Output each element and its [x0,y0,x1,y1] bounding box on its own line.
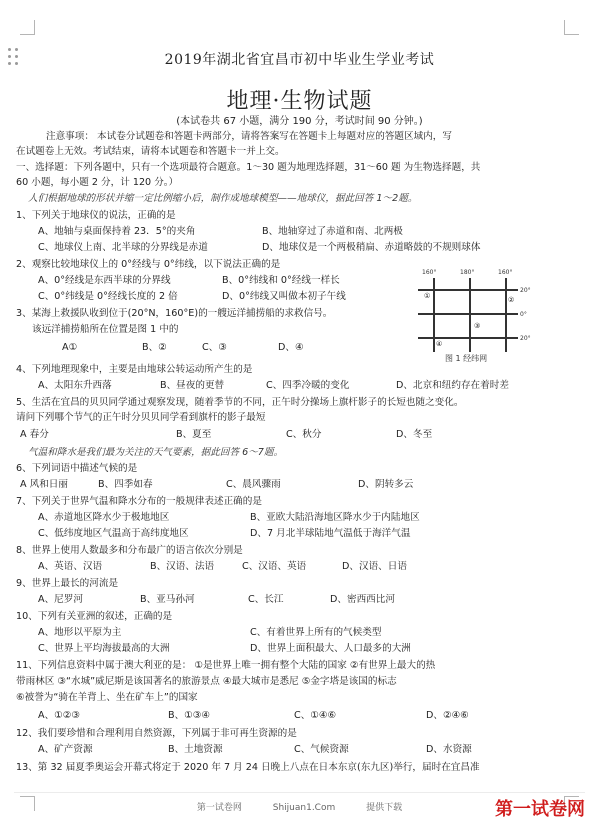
option[interactable]: D、④ [278,342,304,353]
option[interactable]: D、北京和纽约存在着时差 [396,380,509,391]
question-stem: 5、生活在宜昌的贝贝同学通过观察发现，随着季节的不同，正午时分操场上旗杆影子的长短也随之变化。 [16,397,464,408]
question-stem: ⑥被誉为“骑在羊背上、坐在矿车上”的国家 [16,692,198,703]
option[interactable]: C、地球仪上南、北半球的分界线是赤道 [38,242,208,253]
option[interactable]: D、7 月北半球陆地气温低于海洋气温 [250,528,411,539]
option[interactable]: C、0°纬线是 0°经线长度的 2 倍 [38,291,178,302]
question-stem: 7、下列关于世界气温和降水分布的一般规律表述正确的是 [16,496,262,507]
option[interactable]: A、太阳东升西落 [38,380,112,391]
option[interactable]: D、汉语、日语 [342,561,407,572]
option[interactable]: C、①④⑥ [294,710,337,721]
option[interactable]: D、冬至 [396,429,433,440]
footer-divider [14,792,585,793]
question-stem: 2、观察比较地球仪上的 0°经线与 0°纬线，以下说法正确的是 [16,259,281,270]
option[interactable]: A 春分 [20,429,49,440]
option[interactable]: C、四季冷暖的变化 [266,380,350,391]
option[interactable]: B、② [142,342,167,353]
option[interactable]: B、土地资源 [168,744,223,755]
option[interactable]: D、密西西比河 [330,594,395,605]
option[interactable]: C、低纬度地区气温高于高纬度地区 [38,528,189,539]
question-stem: 带雨林区 ③“水城”威尼斯是该国著名的旅游景点 ④最大城市是悉尼 ⑤金字塔是该国的标志 [16,676,397,687]
question-stem: 6、下列词语中描述气候的是 [16,463,138,474]
option[interactable]: D、0°纬线又叫做本初子午线 [222,291,346,302]
option[interactable]: A、地轴与桌面保持着 23．5°的夹角 [38,226,196,237]
point-marker: ④ [436,340,443,348]
lat-lon-grid-figure [412,266,532,366]
lon-label: 160° [422,269,437,276]
option[interactable]: C、气候资源 [294,744,349,755]
question-stem: 11、下列信息资料中属于澳大利亚的是： ①是世界上唯一拥有整个大陆的国家 ②有世界上最大的热 [16,660,436,671]
notice-line: 注意事项： 本试卷分试题卷和答题卡两部分，请将答案写在答题卡上每题对应的答题区域内，写 [46,131,452,142]
lon-label: 180° [460,269,475,276]
footer-text: 提供下载 [366,803,403,813]
watermark-logo: 第一试卷网 [495,799,585,820]
subject-title: 地理·生物试题 [226,89,373,114]
option[interactable]: D、水资源 [426,744,472,755]
question-stem: 8、世界上使用人数最多和分布最广的语言依次分别是 [16,545,243,556]
group-intro: 人们根据地球的形状并缩一定比例缩小后，制作成地球模型——地球仪，据此回答 1～2题。 [28,193,418,204]
option[interactable]: A、英语、汉语 [38,561,103,572]
point-marker: ① [424,292,431,300]
option[interactable]: C、③ [202,342,227,353]
point-marker: ③ [474,322,481,330]
question-stem: 13、第 32 届夏季奥运会开幕式将定于 2020 年 7 月 24 日晚上八点在日本东京(东九区)举行，届时在宜昌准 [16,762,480,773]
option[interactable]: B、四季如春 [98,479,153,490]
option[interactable]: A、赤道地区降水少于极地地区 [38,512,170,523]
notice-line: 在试题卷上无效。考试结束，请将本试题卷和答题卡一并上交。 [16,146,285,157]
footer-link[interactable]: Shijuan1.Com [272,803,336,813]
point-marker: ② [508,296,515,304]
lat-label: 20° [520,335,531,342]
option[interactable]: C、世界上平均海拔最高的大洲 [38,643,170,654]
exam-meta: (本试卷共 67 小题，满分 190 分，考试时间 90 分钟。) [176,116,423,127]
question-stem: 请问下列哪个节气的正午时分贝贝同学看到旗杆的影子最短 [16,412,266,423]
option[interactable]: B、亚欧大陆沿海地区降水少于内陆地区 [250,512,420,523]
option[interactable]: A、地形以平原为主 [38,627,122,638]
crop-mark [564,20,579,35]
option[interactable]: B、夏至 [176,429,212,440]
option[interactable]: A 风和日丽 [20,479,68,490]
group-intro: 气温和降水是我们最为关注的天气要素，据此回答 6～7题。 [28,447,284,458]
option[interactable]: C、汉语、英语 [242,561,307,572]
option[interactable]: D、地球仪是一个两极稍扁、赤道略鼓的不规则球体 [262,242,481,253]
figure-caption: 图 1 经纬网 [445,354,488,363]
option[interactable]: C、长江 [248,594,284,605]
option[interactable]: B、0°纬线和 0°经线一样长 [222,275,340,286]
option[interactable]: C、有着世界上所有的气候类型 [250,627,382,638]
option[interactable]: B、亚马孙河 [140,594,195,605]
option[interactable]: A、①②③ [38,710,80,721]
option[interactable]: A① [62,342,78,353]
section-heading: 一、选择题：下列各题中，只有一个选项最符合题意。1～30 题为地理选择题，31～60 题 为生物选择题，共 [16,162,481,173]
lat-label: 20° [520,287,531,294]
option[interactable]: D、阴转多云 [358,479,414,490]
option[interactable]: A、0°经线是东西半球的分界线 [38,275,171,286]
option[interactable]: B、昼夜的更替 [160,380,225,391]
question-stem: 4、下列地理现象中，主要是由地球公转运动所产生的是 [16,364,253,375]
option[interactable]: B、①③④ [168,710,210,721]
question-stem: 1、下列关于地球仪的说法，正确的是 [16,210,176,221]
grid-lines [418,278,518,352]
option[interactable]: D、世界上面积最大、人口最多的大洲 [250,643,411,654]
option[interactable]: B、汉语、法语 [150,561,215,572]
question-stem: 该远洋捕捞船所在位置是图 1 中的 [32,324,179,335]
option[interactable]: A、尼罗河 [38,594,83,605]
question-stem: 12、我们要珍惜和合理利用自然资源，下列属于非可再生资源的是 [16,728,297,739]
exam-title: 2019年湖北省宜昌市初中毕业生学业考试 [164,52,435,68]
section-heading: 60 小题，每小题 2 分，计 120 分。） [16,177,179,188]
option[interactable]: A、矿产资源 [38,744,93,755]
lon-label: 160° [498,269,513,276]
footer-text: 第一试卷网 [196,803,242,813]
option[interactable]: C、晨风骤雨 [226,479,281,490]
lat-label: 0° [520,311,527,318]
question-stem: 3、某海上救援队收到位于(20°N，160°E)的一艘远洋捕捞船的求救信号。 [16,308,333,319]
crop-mark [20,20,35,35]
option[interactable]: C、秋分 [286,429,322,440]
option[interactable]: D、②④⑥ [426,710,469,721]
option[interactable]: B、地轴穿过了赤道和南、北两极 [262,226,403,237]
question-stem: 9、世界上最长的河流是 [16,578,119,589]
question-stem: 10、下列有关亚洲的叙述，正确的是 [16,611,173,622]
